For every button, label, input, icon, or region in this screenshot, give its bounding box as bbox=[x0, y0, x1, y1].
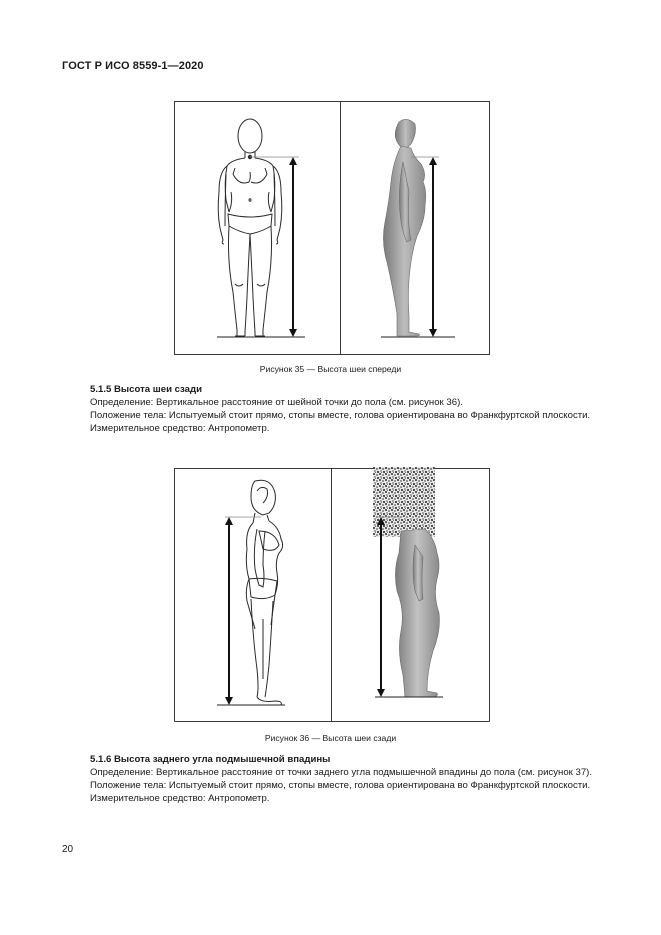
section-5-1-6-heading: 5.1.6 Высота заднего угла подмышечной впадины bbox=[90, 754, 331, 765]
figure-35 bbox=[174, 101, 490, 355]
figure-36 bbox=[174, 468, 490, 722]
section-5-1-5-heading: 5.1.5 Высота шеи сзади bbox=[90, 384, 202, 395]
figure-36-side-3d-scan bbox=[175, 461, 489, 721]
section-5-1-5-position: Положение тела: Испытуемый стоит прямо, стопы вместе, голова ориентирована во Франкфуртской плоскости. bbox=[90, 410, 591, 421]
section-5-1-6-position: Положение тела: Испытуемый стоит прямо, стопы вместе, голова ориентирована во Франкфуртской плоскости. bbox=[90, 780, 591, 791]
section-5-1-5 bbox=[62, 383, 598, 435]
page-number: 20 bbox=[62, 844, 74, 855]
document-header: ГОСТ Р ИСО 8559-1—2020 bbox=[62, 60, 204, 72]
section-5-1-5-instrument: Измерительное средство: Антропометр. bbox=[90, 423, 270, 434]
figure-36-caption: Рисунок 36 — Высота шеи сзади bbox=[264, 733, 397, 743]
section-5-1-6-definition: Определение: Вертикальное расстояние от точки заднего угла подмышечной впадины до пола (см. рисунок 37). bbox=[90, 767, 593, 778]
section-5-1-6 bbox=[62, 753, 598, 805]
figure-35-caption: Рисунок 35 — Высота шеи спереди bbox=[259, 364, 402, 374]
figure-35-side-3d-scan bbox=[175, 102, 489, 354]
section-5-1-6-instrument: Измерительное средство: Антропометр. bbox=[90, 793, 270, 804]
section-5-1-5-definition: Определение: Вертикальное расстояние от шейной точки до пола (см. рисунок 36). bbox=[90, 397, 463, 408]
